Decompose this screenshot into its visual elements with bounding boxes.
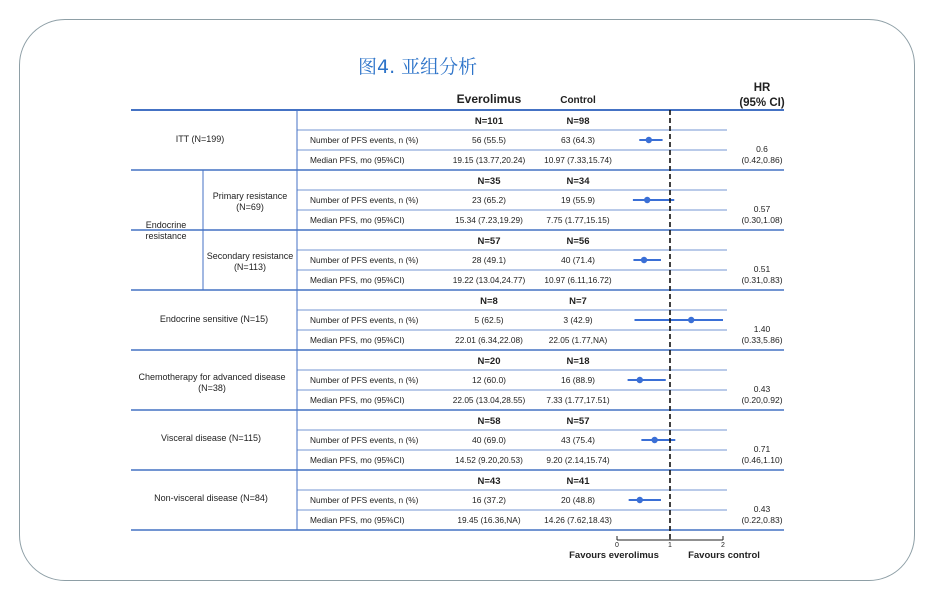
median-label: Median PFS, mo (95%CI)	[310, 155, 405, 165]
median-label: Median PFS, mo (95%CI)	[310, 455, 405, 465]
events-control: 19 (55.9)	[560, 195, 596, 205]
n-control: N=98	[566, 116, 590, 127]
hr-point	[646, 137, 652, 143]
subgroup-label: ITT (N=199)	[175, 134, 225, 144]
favours-control-label: Favours control	[688, 550, 760, 561]
median-everolimus: 19.22 (13.04,24.77)	[452, 275, 526, 285]
favours-everolimus-label: Favours everolimus	[569, 550, 659, 561]
n-control: N=41	[566, 476, 590, 487]
events-label: Number of PFS events, n (%)	[310, 375, 419, 385]
hr-point	[688, 317, 694, 323]
median-control: 10.97 (7.33,15.74)	[544, 155, 612, 165]
events-label: Number of PFS events, n (%)	[310, 315, 419, 325]
events-everolimus: 12 (60.0)	[471, 375, 507, 385]
n-everolimus: N=57	[477, 236, 501, 247]
events-everolimus: 16 (37.2)	[471, 495, 507, 505]
median-everolimus: 14.52 (9.20,20.53)	[455, 455, 523, 465]
events-control: 40 (71.4)	[560, 255, 596, 265]
median-label: Median PFS, mo (95%CI)	[310, 515, 405, 525]
median-everolimus: 22.05 (13.04,28.55)	[452, 395, 526, 405]
events-control: 63 (64.3)	[560, 135, 596, 145]
hr-point	[651, 437, 657, 443]
events-everolimus: 28 (49.1)	[471, 255, 507, 265]
header-control: Control	[560, 95, 596, 106]
subgroup-label: Visceral disease (N=115)	[161, 433, 261, 443]
hr-ci: (0.20,0.92)	[741, 395, 783, 405]
n-everolimus: N=20	[477, 356, 501, 367]
page-title: 图4. 亚组分析	[358, 56, 478, 78]
hr-point	[641, 257, 647, 263]
hr-ci: (0.46,1.10)	[741, 455, 783, 465]
median-control: 22.05 (1.77,NA)	[548, 335, 608, 345]
header-hr-ci: (95% CI)	[739, 97, 785, 109]
events-label: Number of PFS events, n (%)	[310, 195, 419, 205]
hr-ci: (0.30,1.08)	[741, 215, 783, 225]
median-everolimus: 19.45 (16.36,NA)	[457, 515, 521, 525]
events-everolimus: 23 (65.2)	[471, 195, 507, 205]
hr-point	[637, 497, 643, 503]
hr-value: 0.51	[753, 264, 771, 274]
median-everolimus: 22.01 (6.34,22.08)	[455, 335, 523, 345]
median-label: Median PFS, mo (95%CI)	[310, 215, 405, 225]
median-control: 14.26 (7.62,18.43)	[544, 515, 612, 525]
hr-value: 1.40	[753, 324, 771, 334]
events-control: 3 (42.9)	[563, 315, 593, 325]
header-everolimus: Everolimus	[456, 92, 522, 106]
n-control: N=34	[566, 176, 590, 187]
median-everolimus: 19.15 (13.77,20.24)	[452, 155, 526, 165]
n-everolimus: N=58	[477, 416, 501, 427]
n-control: N=18	[566, 356, 590, 367]
hr-value: 0.43	[753, 504, 771, 514]
n-control: N=56	[566, 236, 590, 247]
n-everolimus: N=35	[477, 176, 501, 187]
median-everolimus: 15.34 (7.23,19.29)	[455, 215, 523, 225]
tick-label: 1	[668, 542, 672, 549]
median-label: Median PFS, mo (95%CI)	[310, 395, 405, 405]
n-everolimus: N=43	[477, 476, 501, 487]
endocrine-resistance-label: Endocrine resistance	[145, 220, 187, 241]
subgroup-label: Endocrine sensitive (N=15)	[159, 314, 269, 324]
tick-label: 0	[615, 542, 619, 549]
hr-point	[637, 377, 643, 383]
hr-ci: (0.22,0.83)	[741, 515, 783, 525]
n-everolimus: N=8	[480, 296, 498, 307]
events-control: 20 (48.8)	[560, 495, 596, 505]
median-control: 10.97 (6.11,16.72)	[544, 275, 612, 285]
events-label: Number of PFS events, n (%)	[310, 255, 419, 265]
subgroup-label: Non-visceral disease (N=84)	[154, 493, 268, 503]
median-control: 9.20 (2.14,15.74)	[546, 455, 610, 465]
events-everolimus: 56 (55.5)	[471, 135, 507, 145]
events-everolimus: 40 (69.0)	[471, 435, 507, 445]
hr-ci: (0.33,5.86)	[741, 335, 783, 345]
events-control: 16 (88.9)	[560, 375, 596, 385]
header-hr: HR	[753, 82, 771, 94]
subgroup-label: Chemotherapy for advanced disease (N=38)	[138, 372, 286, 393]
n-control: N=7	[569, 296, 587, 307]
events-label: Number of PFS events, n (%)	[310, 495, 419, 505]
events-everolimus: 5 (62.5)	[474, 315, 504, 325]
median-control: 7.75 (1.77,15.15)	[546, 215, 610, 225]
median-control: 7.33 (1.77,17.51)	[546, 395, 610, 405]
n-control: N=57	[566, 416, 590, 427]
hr-value: 0.71	[753, 444, 771, 454]
tick-label: 2	[721, 542, 725, 549]
hr-value: 0.57	[753, 204, 771, 214]
subgroup-label: Secondary resistance (N=113)	[206, 251, 294, 272]
events-label: Number of PFS events, n (%)	[310, 135, 419, 145]
events-label: Number of PFS events, n (%)	[310, 435, 419, 445]
hr-ci: (0.31,0.83)	[741, 275, 783, 285]
hr-point	[644, 197, 650, 203]
hr-value: 0.6	[756, 144, 768, 154]
subgroup-label: Primary resistance (N=69)	[212, 191, 288, 212]
median-label: Median PFS, mo (95%CI)	[310, 335, 405, 345]
events-control: 43 (75.4)	[560, 435, 596, 445]
hr-value: 0.43	[753, 384, 771, 394]
median-label: Median PFS, mo (95%CI)	[310, 275, 405, 285]
hr-ci: (0.42,0.86)	[741, 155, 783, 165]
n-everolimus: N=101	[474, 116, 504, 127]
